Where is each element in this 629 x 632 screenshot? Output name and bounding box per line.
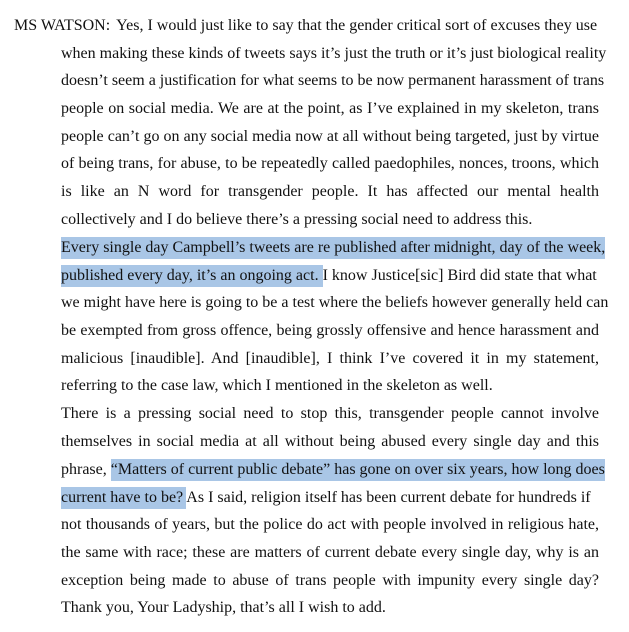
line-text: As I said, religion itself has been current debate for hundreds if bbox=[186, 489, 591, 506]
transcript-line: not thousands of years, but the police do act with people involved in religious hate, bbox=[61, 516, 599, 533]
line-text: I know Justice[sic] Bird did state that what bbox=[322, 267, 597, 284]
line-text: Yes, I would just like to say that the gender critical sort of excuses they use bbox=[116, 17, 598, 34]
speaker-label: MS WATSON: bbox=[14, 17, 111, 34]
transcript-line bbox=[14, 16, 599, 36]
line-text: phrase, bbox=[61, 461, 111, 478]
transcript-line: people can’t go on any social media now at all without being targeted, just by virtue bbox=[61, 128, 599, 145]
highlighted-text: Every single day Campbell’s tweets are re published after midnight, day of the week, bbox=[61, 237, 605, 259]
highlighted-text: “Matters of current public debate” has gone on over six years, how long does bbox=[111, 459, 605, 481]
transcript-line: exception being made to abuse of trans people with impunity every single day? bbox=[61, 572, 599, 589]
transcript-line: is like an N word for transgender people. It has affected our mental health bbox=[61, 183, 599, 200]
transcript-line bbox=[61, 460, 605, 480]
transcript-line: we might have here is going to be a test where the beliefs however generally held can bbox=[61, 294, 609, 311]
transcript-line: referring to the case law, which I mentioned in the skeleton as well. bbox=[61, 377, 493, 394]
highlighted-text: current have to be? bbox=[61, 487, 186, 509]
transcript-line: collectively and I do believe there’s a pressing social need to address this. bbox=[61, 211, 533, 228]
highlighted-text: published every day, it’s an ongoing act. bbox=[61, 265, 323, 287]
transcript-line: Thank you, Your Ladyship, that’s all I wish to add. bbox=[61, 599, 386, 616]
transcript-line: of being trans, for abuse, to be repeatedly called paedophiles, nonces, troons, which bbox=[61, 155, 599, 172]
transcript-line: doesn’t seem a justification for what seems to be now permanent harassment of trans bbox=[61, 72, 605, 89]
transcript-line: people on social media. We are at the point, as I’ve explained in my skeleton, trans bbox=[61, 100, 599, 117]
transcript-line: when making these kinds of tweets says it’s just the truth or it’s just biological reality bbox=[61, 45, 607, 62]
transcript-line: be exempted from gross offence, being grossly offensive and hence harassment and bbox=[61, 322, 599, 339]
transcript-line: malicious [inaudible]. And [inaudible], I think I’ve covered it in my statement, bbox=[61, 350, 599, 367]
transcript-line bbox=[61, 488, 591, 508]
transcript-line: There is a pressing social need to stop this, transgender people cannot involve bbox=[61, 405, 599, 422]
transcript-line: the same with race; these are matters of current debate every single day, why is an bbox=[61, 544, 599, 561]
transcript-line bbox=[61, 266, 597, 286]
transcript-line bbox=[61, 238, 605, 258]
transcript-line: themselves in social media at all without being abused every single day and this bbox=[61, 433, 599, 450]
